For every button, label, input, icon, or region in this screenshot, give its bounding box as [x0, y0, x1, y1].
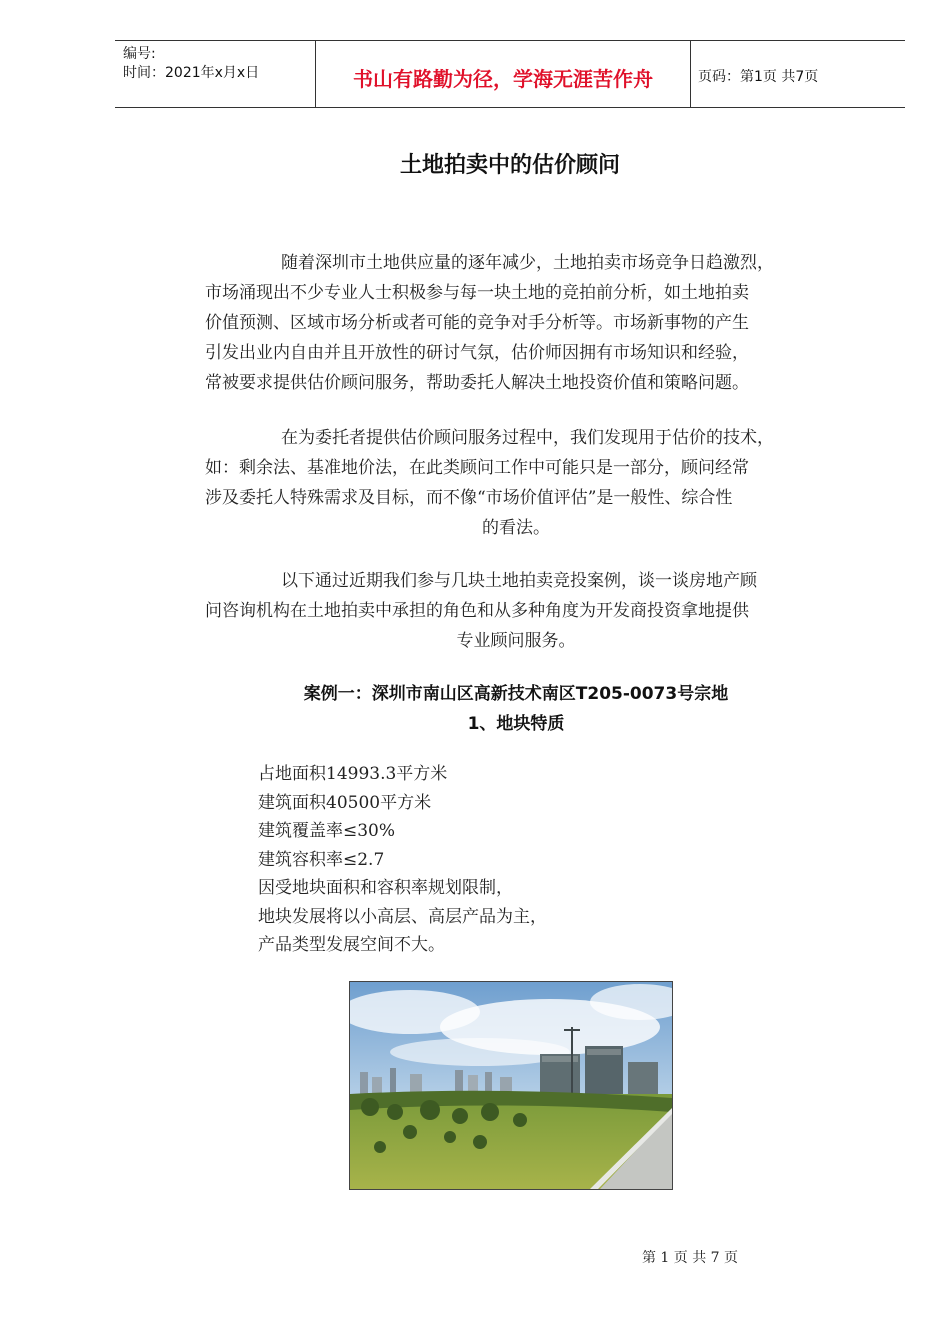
header-motto-cell — [315, 41, 691, 107]
paragraph-line: 引发出业内自由并且开放性的研讨气氛，估价师因拥有市场知识和经验， — [205, 343, 749, 363]
site-photo — [349, 981, 673, 1190]
page-info: 页码：第1页 共7页 — [698, 69, 819, 85]
spec-item: 产品类型发展空间不大。 — [258, 935, 445, 955]
spec-item: 建筑面积40500平方米 — [258, 792, 432, 813]
paragraph-line: 涉及委托人特殊需求及目标，而不像“市场价值评估”是一般性、综合性 — [205, 488, 733, 508]
spec-item: 占地面积14993.3平方米 — [258, 764, 448, 784]
paragraph-line: 以下通过近期我们参与几块土地拍卖竞投案例，谈一谈房地产顾 — [281, 571, 757, 591]
header-meta-cell — [115, 41, 315, 107]
case-title: 案例一：深圳市南山区高新技术南区T205-0073号宗地 — [303, 684, 729, 704]
paragraph-line: 专业顾问服务。 — [456, 631, 576, 651]
paragraph-2 — [205, 423, 827, 543]
paragraph-3 — [205, 566, 827, 656]
case-subtitle: 1、地块特质 — [467, 714, 565, 734]
header-page-cell — [690, 41, 905, 107]
number-label: 编号: — [123, 46, 156, 62]
spec-item: 地块发展将以小高层、高层产品为主， — [258, 906, 547, 927]
document-title: 土地拍卖中的估价顾问 — [399, 153, 620, 178]
header-table — [115, 40, 905, 108]
paragraph-line: 问咨询机构在土地拍卖中承担的角色和从多种角度为开发商投资拿地提供 — [205, 601, 749, 621]
paragraph-line: 如：剩余法、基准地价法，在此类顾问工作中可能只是一部分，顾问经常 — [205, 458, 749, 478]
spec-item: 因受地块面积和容积率规划限制， — [258, 878, 513, 898]
paragraph-line: 在为委托者提供估价顾问服务过程中，我们发现用于估价的技术， — [281, 428, 774, 448]
paragraph-1 — [205, 248, 827, 398]
motto: 书山有路勤为径，学海无涯苦作舟 — [353, 67, 653, 91]
paragraph-line: 随着深圳市土地供应量的逐年减少，土地拍卖市场竞争日趋激烈， — [281, 253, 774, 273]
spec-item: 建筑容积率≤2.7 — [258, 849, 385, 870]
paragraph-line: 的看法。 — [482, 518, 550, 538]
paragraph-line: 市场涌现出不少专业人士积极参与每一块土地的竞拍前分析，如土地拍卖 — [205, 283, 749, 303]
spec-item: 建筑覆盖率≤30% — [258, 821, 396, 841]
spec-list — [258, 760, 547, 960]
time-label: 时间：2021年x月x日 — [123, 65, 260, 81]
page-footer: 第 1 页 共 7 页 — [641, 1250, 739, 1266]
paragraph-line: 常被要求提供估价顾问服务，帮助委托人解决土地投资价值和策略问题。 — [205, 373, 749, 393]
paragraph-line: 价值预测、区域市场分析或者可能的竞争对手分析等。市场新事物的产生 — [205, 313, 749, 333]
